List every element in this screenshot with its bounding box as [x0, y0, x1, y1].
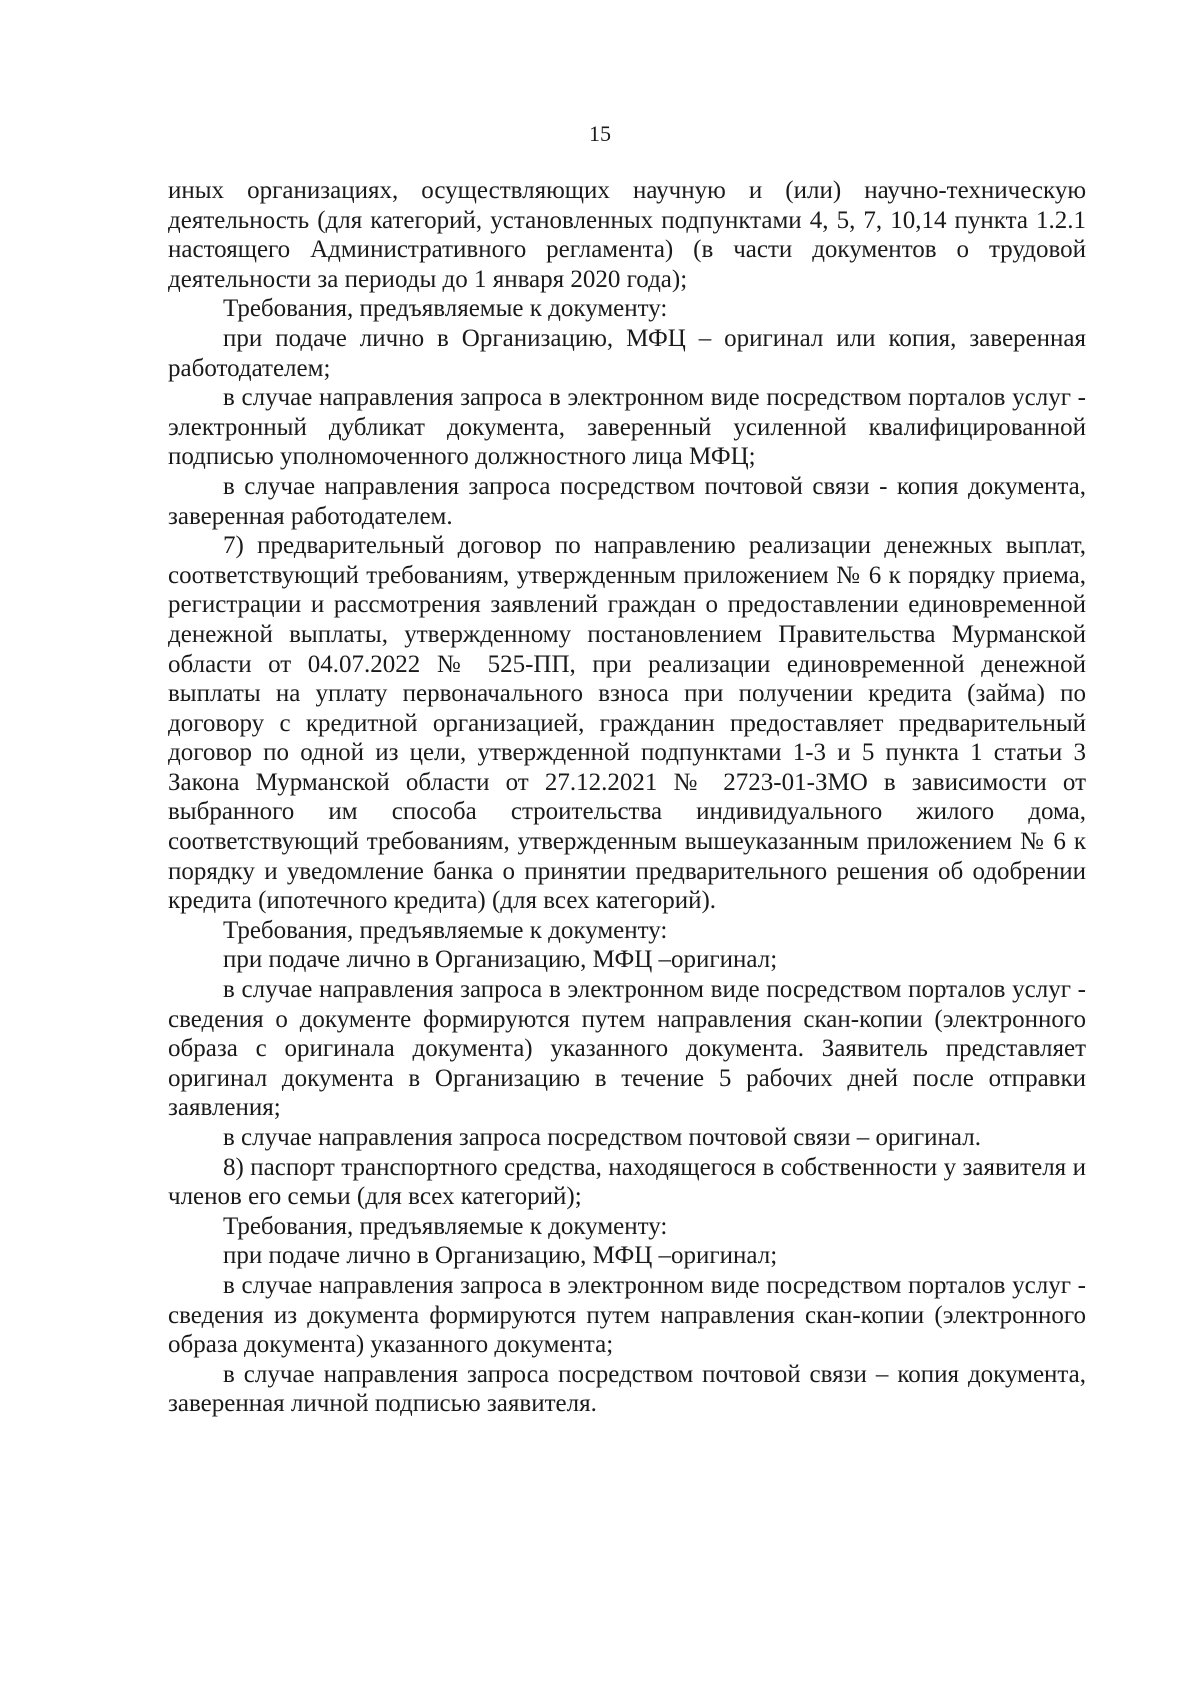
document-body: [168, 176, 1086, 1419]
paragraph: в случае направления запроса посредством почтовой связи – копия документа, заверенная личной подписью заявителя.: [168, 1360, 1086, 1418]
paragraph: в случае направления запроса посредством почтовой связи - копия документа, заверенная работодателем.: [168, 472, 1086, 530]
paragraph: при подаче лично в Организацию, МФЦ –оригинал;: [223, 1242, 778, 1270]
paragraph: иных организациях, осуществляющих научную и (или) научно-техническую деятельность (для категорий, установленных подпунктами 4, 5, 7, 10,14 пункта 1.2.1 настоящего Административного регламента) (в части документов о трудовой деятельности за периоды до 1 января 2020 года);: [168, 177, 1086, 293]
paragraph: при подаче лично в Организацию, МФЦ – оригинал или копия, заверенная работодателем;: [168, 324, 1086, 382]
paragraph: Требования, предъявляемые к документу:: [223, 916, 668, 944]
paragraph: в случае направления запроса в электронном виде посредством порталов услуг - сведения из документа формируются путем направления скан-копии (электронного образа документа) указанного документа;: [168, 1271, 1086, 1359]
paragraph: Требования, предъявляемые к документу:: [223, 1212, 668, 1240]
paragraph: Требования, предъявляемые к документу:: [223, 295, 668, 323]
paragraph: в случае направления запроса посредством почтовой связи – оригинал.: [223, 1124, 981, 1151]
page-number: 15: [589, 121, 611, 146]
paragraph: в случае направления запроса в электронном виде посредством порталов услуг - электронный дубликат документа, заверенный усиленной квалифицированной подписью уполномоченного должностного лица МФЦ;: [168, 384, 1086, 471]
paragraph: при подаче лично в Организацию, МФЦ –оригинал;: [223, 946, 778, 974]
paragraph: 8) паспорт транспортного средства, находящегося в собственности у заявителя и членов его семьи (для всех категорий);: [168, 1153, 1086, 1211]
paragraph: 7) предварительный договор по направлению реализации денежных выплат, соответствующий требованиям, утвержденным приложением № 6 к порядку приема, регистрации и рассмотрения заявлений граждан о предоставлении единовременной денежной выплаты, утвержденному постановлением Правительства Мурманской области от 04.07.2022 № 525-ПП, при реализации единовременной денежной выплаты на уплату первоначального взноса при получении кредита (займа) по договору с кредитной организацией, гражданин предоставляет предварительный договор по одной из цели, утвержденной подпунктами 1-3 и 5 пункта 1 статьи 3 Закона Мурманской области от 27.12.2021 № 2723-01-ЗМО в зависимости от выбранного им способа строительства индивидуального жилого дома, соответствующий требованиям, утвержденным вышеуказанным приложением № 6 к порядку и уведомление банка о принятии предварительного решения об одобрении кредита (ипотечного кредита) (для всех категорий).: [168, 532, 1086, 915]
paragraph: в случае направления запроса в электронном виде посредством порталов услуг - сведения о документе формируются путем направления скан-копии (электронного образа с оригинала документа) указанного документа. Заявитель представляет оригинал документа в Организацию в течение 5 рабочих дней после отправки заявления;: [168, 976, 1086, 1122]
